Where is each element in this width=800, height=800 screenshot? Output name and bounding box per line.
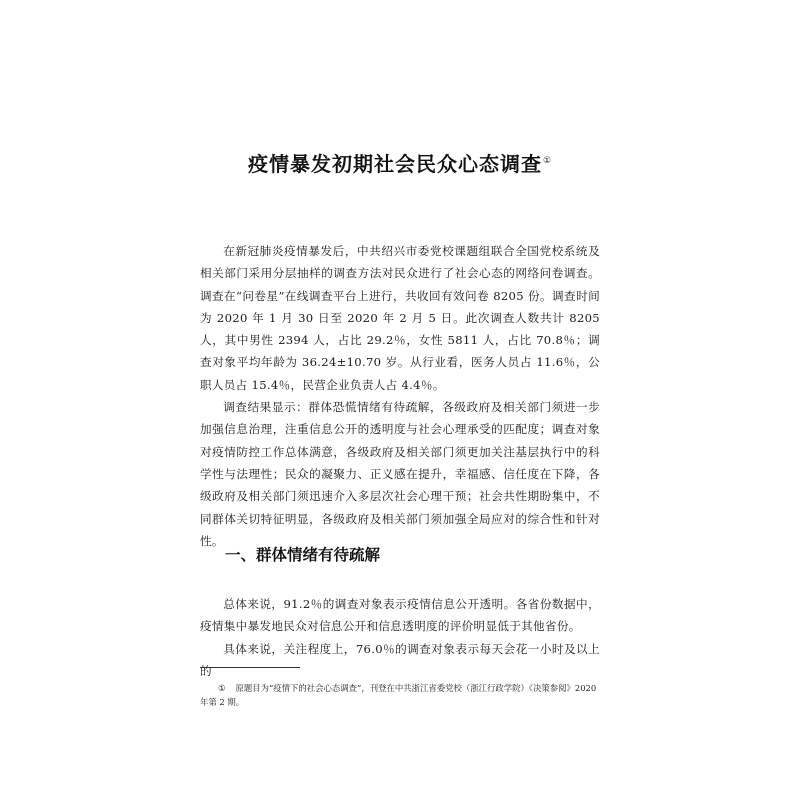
footnote-text: 原题目为“疫情下的社会心态调查”，刊登在中共浙江省委党校（浙江行政学院）《决策参阅》2020 年第 2 期。 <box>200 683 597 707</box>
page-title <box>200 148 600 177</box>
intro-body <box>200 240 600 552</box>
paragraph-overall: 总体来说，91.2％的调查对象表示疫情信息公开透明。各省份数据中，疫情集中暴发地民众对信息公开和信息透明度的评价明显低于其他省份。 <box>200 597 600 634</box>
paragraph-survey-results: 调查结果显示：群体恐慌情绪有待疏解，各级政府及相关部门须进一步加强信息治理，注重信息公开的透明度与社会心理承受的匹配度；调查对象对疫情防控工作总体满意，各级政府及相关部门须更加关注基层执行中的科学性与法理性；民众的凝聚力、正义感在提升，幸福感、信任度在下降，各级政府及相关部门须迅速介入多层次社会心理干预；社会共性期盼集中，不同群体关切特征明显，各级政府及相关部门须加强全局应对的综合性和针对性。 <box>200 400 600 548</box>
paragraph-specific: 具体来说，关注程度上，76.0％的调查对象表示每天会花一小时及以上的 <box>200 641 600 678</box>
footnote <box>200 681 600 709</box>
section-heading: 一、群体情绪有待疏解 <box>225 546 381 564</box>
title-footnote-marker[interactable]: ① <box>542 156 553 167</box>
section-body <box>200 593 600 682</box>
paragraph-survey-method: 在新冠肺炎疫情暴发后，中共绍兴市委党校课题组联合全国党校系统及相关部门采用分层抽样的调查方法对民众进行了社会心态的网络问卷调查。调查在“问卷星”在线调查平台上进行，共收回有效问卷 8205 份。调查时间为 2020 年 1 月 30 日至 2020 年 2 月 5 日。此次调查人数共计 8205 人，其中男性 2394 人，占比 29.2％，女性 5811 人，占比 70.8％；调查对象平均年龄为 36.24±10.70 岁。从行业看，医务人员占 11.6％，公职人员占 15.4％，民营企业负责人占 4.4％。 <box>200 244 600 392</box>
footnote-marker: ① <box>218 683 226 693</box>
footnote-divider <box>200 667 300 668</box>
title-text: 疫情暴发初期社会民众心态调查 <box>247 152 542 176</box>
